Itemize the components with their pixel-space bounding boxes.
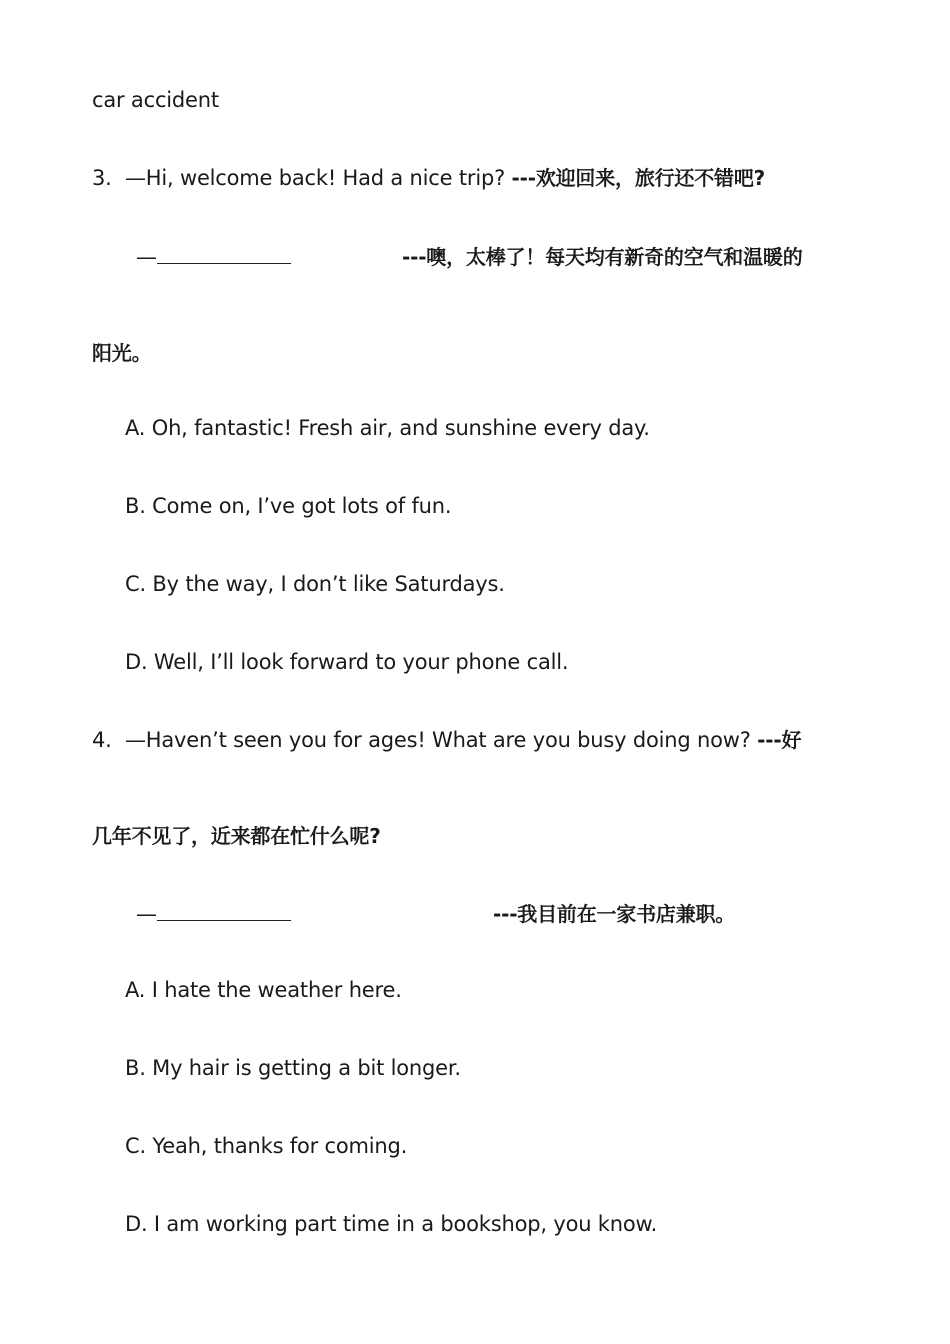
question-3-answer-zh-cont: 阳光。	[92, 341, 152, 365]
question-4-option-b: B. My hair is getting a bit longer.	[125, 1056, 461, 1080]
question-3-number: 3.	[92, 166, 112, 190]
question-4-prompt-en: —Haven’t seen you for ages! What are you busy doing now?	[125, 728, 751, 752]
question-3-answer-zh: ---噢，太棒了！每天均有新奇的空气和温暖的	[402, 245, 803, 269]
question-3-option-a: A. Oh, fantastic! Fresh air, and sunshine every day.	[125, 416, 650, 440]
question-4-answer-zh: ---我目前在一家书店兼职。	[493, 902, 736, 926]
question-4-answer-blank-line	[136, 900, 291, 928]
question-4-option-c: C. Yeah, thanks for coming.	[125, 1134, 408, 1158]
question-3-option-b: B. Come on, I’ve got lots of fun.	[125, 494, 452, 518]
question-3-option-c: C. By the way, I don’t like Saturdays.	[125, 572, 505, 596]
intro-text: car accident	[92, 88, 219, 112]
question-3-prompt-en: —Hi, welcome back! Had a nice trip?	[125, 166, 506, 190]
question-4-option-a: A. I hate the weather here.	[125, 978, 402, 1002]
question-3-prompt-zh: ---欢迎回来，旅行还不错吧?	[511, 166, 766, 190]
question-4-answer-dash: —	[136, 902, 157, 926]
question-4-number: 4.	[92, 728, 112, 752]
question-4-prompt-zh: ---好	[757, 728, 802, 752]
question-3-answer-blank[interactable]	[157, 245, 291, 264]
question-4-option-d: D. I am working part time in a bookshop, you know.	[125, 1212, 658, 1236]
question-3-answer-blank-line	[136, 243, 291, 271]
question-4-prompt	[92, 726, 801, 754]
question-3-prompt	[92, 164, 765, 192]
question-4-prompt-zh-cont: 几年不见了，近来都在忙什么呢?	[92, 824, 381, 848]
question-4-answer-blank[interactable]	[157, 902, 291, 921]
question-3-option-d: D. Well, I’ll look forward to your phone call.	[125, 650, 569, 674]
question-3-answer-dash: —	[136, 245, 157, 269]
